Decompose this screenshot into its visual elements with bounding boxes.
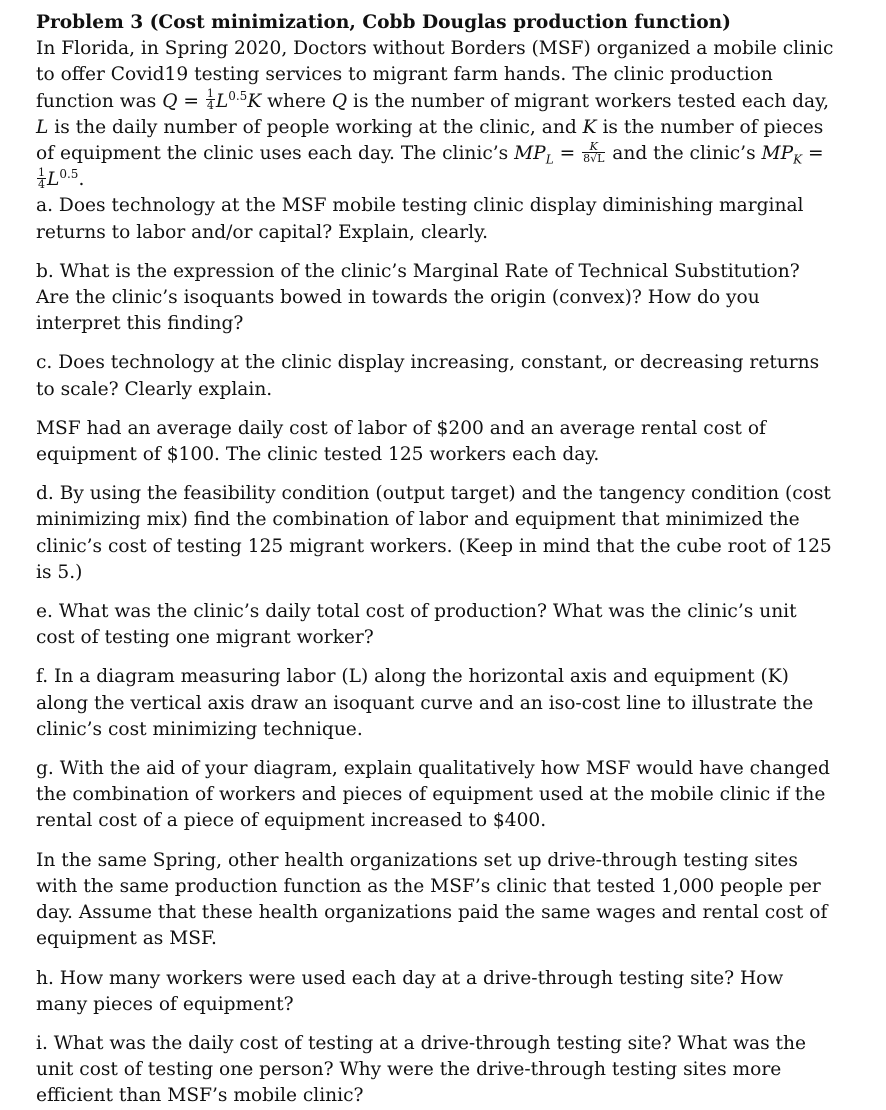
mpk-exponent: 0.5 bbox=[59, 167, 79, 182]
intro-text-1: In Florida, in Spring 2020, Doctors without Borders (MSF) organized a mobile clinic to offer Covid19 testing services to migrant farm hands. The clinic production function was bbox=[36, 38, 834, 112]
question-d: d. By using the feasibility condition (output target) and the tangency condition (cost minimizing mix) find the combination of labor and equipment that minimized the clinic’s cost of testing 125 migrant workers. (Keep in mind that the cube root of 125 is 5.) bbox=[36, 483, 832, 583]
intro-text-2d: is the number of pieces of equipment the clinic uses each day. The clinic’s bbox=[36, 116, 824, 165]
drive-through-paragraph: In the same Spring, other health organizations set up drive-through testing sites with the same production function as the MSF’s clinic that tested 1,000 people per day. Assume that these health organizations paid the same wages and rental cost of equipment as MSF. bbox=[36, 849, 828, 950]
mpl-equals: = bbox=[553, 143, 582, 165]
intro-end: . bbox=[78, 169, 85, 191]
question-h: h. How many workers were used each day at a drive-through testing site? How many pieces of equipment? bbox=[36, 967, 784, 1015]
mpk-fraction: $\frac{1}{4}$ bbox=[38, 165, 45, 191]
intro-text-2c: is the daily number of people working at the clinic, and bbox=[48, 116, 583, 138]
question-a: a. Does technology at the MSF mobile testing clinic display diminishing marginal returns to labor and/or capital? Explain, clearly. bbox=[36, 195, 804, 243]
mpk-equals: = bbox=[802, 143, 824, 165]
intro-paragraph bbox=[36, 36, 836, 193]
question-b: b. What is the expression of the clinic’s Marginal Rate of Technical Substitution? Are the clinic’s isoquants bowed in towards the origin (convex)? How do you interpret this finding? bbox=[36, 260, 800, 335]
eq-q: Q bbox=[162, 90, 178, 112]
intro-text-2b: is the number of migrant workers tested each day, bbox=[347, 90, 830, 112]
msf-costs-paragraph: MSF had an average daily cost of labor of $200 and an average rental cost of equipment of $100. The clinic tested 125 workers each day. bbox=[36, 417, 766, 466]
mpl-label: MP bbox=[514, 143, 546, 165]
mpk-l: L bbox=[47, 169, 60, 191]
intro-text-mid: and the clinic’s bbox=[606, 143, 762, 165]
document-page bbox=[36, 10, 836, 1110]
eq-fraction: $\frac{1}{4}$ bbox=[206, 87, 214, 113]
question-f: f. In a diagram measuring labor (L) along the horizontal axis and equipment (K) along the vertical axis draw an isoquant curve and an iso-cost line to illustrate the clinic’s cost minimizing technique. bbox=[36, 666, 814, 740]
var-q: Q bbox=[331, 90, 348, 112]
eq-exponent: 0.5 bbox=[228, 88, 248, 103]
question-e: e. What was the clinic’s daily total cost of production? What was the clinic’s unit cost of testing one migrant worker? bbox=[36, 601, 797, 649]
mpk-label: MP bbox=[761, 143, 794, 165]
eq-k: K bbox=[247, 90, 262, 112]
problem-title: Problem 3 (Cost minimization, Cobb Douglas production function) bbox=[36, 12, 731, 33]
question-i: i. What was the daily cost of testing at a drive-through testing site? What was the unit cost of testing one person? Why were the drive-through testing sites more efficient than MSF’s mobile clinic? bbox=[36, 1032, 806, 1107]
mpl-fraction: $\frac{K}{8√L}$ bbox=[583, 139, 605, 165]
eq-l: L bbox=[215, 90, 229, 112]
mpl-sub: L bbox=[545, 152, 554, 167]
question-c: c. Does technology at the clinic display increasing, constant, or decreasing returns to scale? Clearly explain. bbox=[36, 352, 820, 400]
var-l: L bbox=[36, 116, 49, 138]
question-g: g. With the aid of your diagram, explain qualitatively how MSF would have changed the combination of workers and pieces of equipment used at the mobile clinic if the rental cost of a piece of equipment increased to $400. bbox=[36, 758, 830, 832]
eq-equals: = bbox=[177, 90, 205, 112]
mpk-sub: K bbox=[793, 152, 803, 167]
intro-text-2a: where bbox=[261, 90, 332, 112]
var-k: K bbox=[582, 116, 597, 138]
